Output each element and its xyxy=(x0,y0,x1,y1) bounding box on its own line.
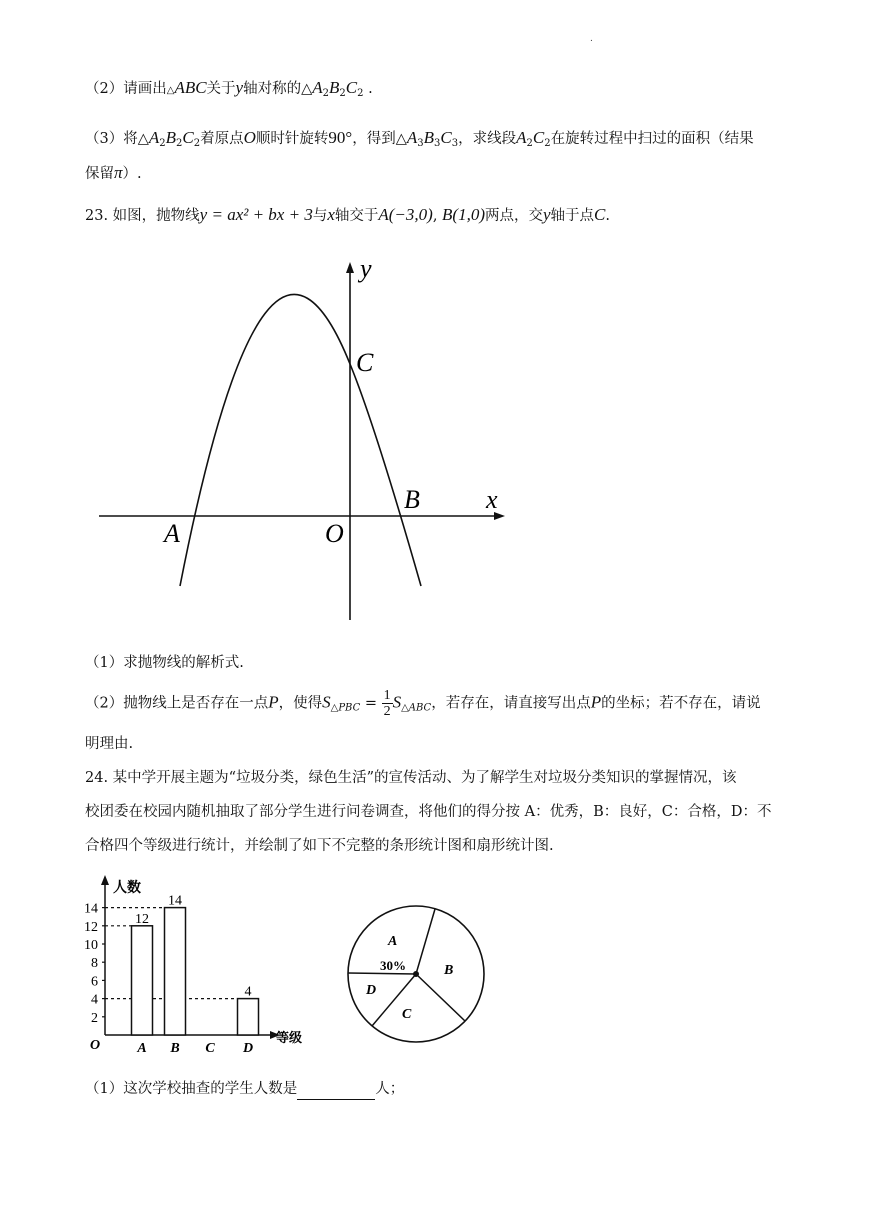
bar-ytick-label: 6 xyxy=(91,974,98,990)
label-B: B xyxy=(404,485,420,514)
q24-stem-line1: 24. 某中学开展主题为“垃圾分类，绿色生活”的宣传活动、为了解学生对垃圾分类知识的掌握情况，该 xyxy=(85,770,737,786)
bar-ytick-label: 8 xyxy=(91,956,98,972)
pie-label-D: D xyxy=(366,983,377,998)
bar-category-label: A xyxy=(137,1041,147,1056)
pie-label-A: A xyxy=(388,934,398,949)
bar-B xyxy=(165,908,186,1035)
pie-label-B: B xyxy=(444,963,454,978)
bar-category-label: C xyxy=(205,1041,215,1056)
q24-stem-line2: 校团委在校园内随机抽取了部分学生进行问卷调查，将他们的得分按 A：优秀，B：良好，C：合格，D：不 xyxy=(85,804,772,820)
half-fraction: $\frac{1}{2}$ xyxy=(383,688,391,719)
label-x: x xyxy=(486,485,498,514)
bar-category-label: D xyxy=(242,1041,254,1056)
pie-center-dot xyxy=(413,971,419,977)
bar-ytick-label: 10 xyxy=(84,938,98,953)
label-O: O xyxy=(325,519,344,548)
bar-origin: O xyxy=(90,1038,101,1053)
pie-label-C: C xyxy=(402,1007,412,1022)
q22-part2: （2）请画出△ABC关于y轴对称的$\triangle A_2B_2C_2$ . xyxy=(85,78,373,99)
q23-sub1: （1）求抛物线的解析式. xyxy=(85,655,244,671)
bar-value-label: 12 xyxy=(135,911,149,927)
bar-ytick-label: 14 xyxy=(84,901,98,917)
bar-category-label: B xyxy=(170,1041,180,1056)
y-axis-arrow xyxy=(346,262,354,273)
bar-ylabel: 人数 xyxy=(113,881,141,896)
pie-divider-ab xyxy=(416,909,435,974)
page-dot: . xyxy=(590,34,593,44)
q24-stem-line3: 合格四个等级进行统计，并绘制了如下不完整的条形统计图和扇形统计图. xyxy=(85,838,554,854)
q22-part3-line2: 保留π）. xyxy=(85,163,142,182)
bar-ytick-label: 4 xyxy=(91,992,98,1008)
label-y: y xyxy=(360,254,372,283)
parabola-curve xyxy=(180,294,421,586)
label-C: C xyxy=(356,348,374,377)
answer-blank[interactable] xyxy=(297,1085,375,1100)
q23-sub2-line1: （2）抛物线上是否存在一点P，使得$S_{\triangle PBC}$ = $\frac{1}{2}$ $S_{\triangle ABC}$，若存在，请直接写出点P的坐标；若不存在，请说 xyxy=(85,688,761,719)
bar-A xyxy=(132,926,153,1035)
pie-chart xyxy=(340,890,500,1050)
bar-xlabel: 等级 xyxy=(276,1030,303,1045)
bar-y-axis-arrow xyxy=(101,875,109,885)
bar-ytick-label: 12 xyxy=(84,919,98,935)
bar-D xyxy=(238,999,259,1035)
bar-value-label: 14 xyxy=(168,893,182,909)
bar-chart xyxy=(80,870,320,1060)
pie-annotation-30: 30% xyxy=(380,958,406,973)
bar-ytick-label: 2 xyxy=(91,1010,98,1026)
pie-divider-bc xyxy=(416,974,465,1021)
q22-part3-line1: （3）将$\triangle A_2B_2C_2$着原点O顺时针旋转90°，得到$\triangle A_3B_3C_3$，求线段$A_2C_2$在旋转过程中扫过的面积（结果 xyxy=(85,128,754,149)
q23-sub2-line2: 明理由. xyxy=(85,736,134,752)
bar-value-label: 4 xyxy=(244,984,252,1000)
q24-sub1: （1）这次学校抽查的学生人数是 人； xyxy=(85,1078,404,1100)
label-A: A xyxy=(164,519,180,548)
pie-divider-da xyxy=(348,973,416,974)
q23-stem: 23. 如图，抛物线y = ax² + bx + 3与x轴交于A(−3,0), B(1,0)两点，交y轴于点C. xyxy=(85,205,610,224)
